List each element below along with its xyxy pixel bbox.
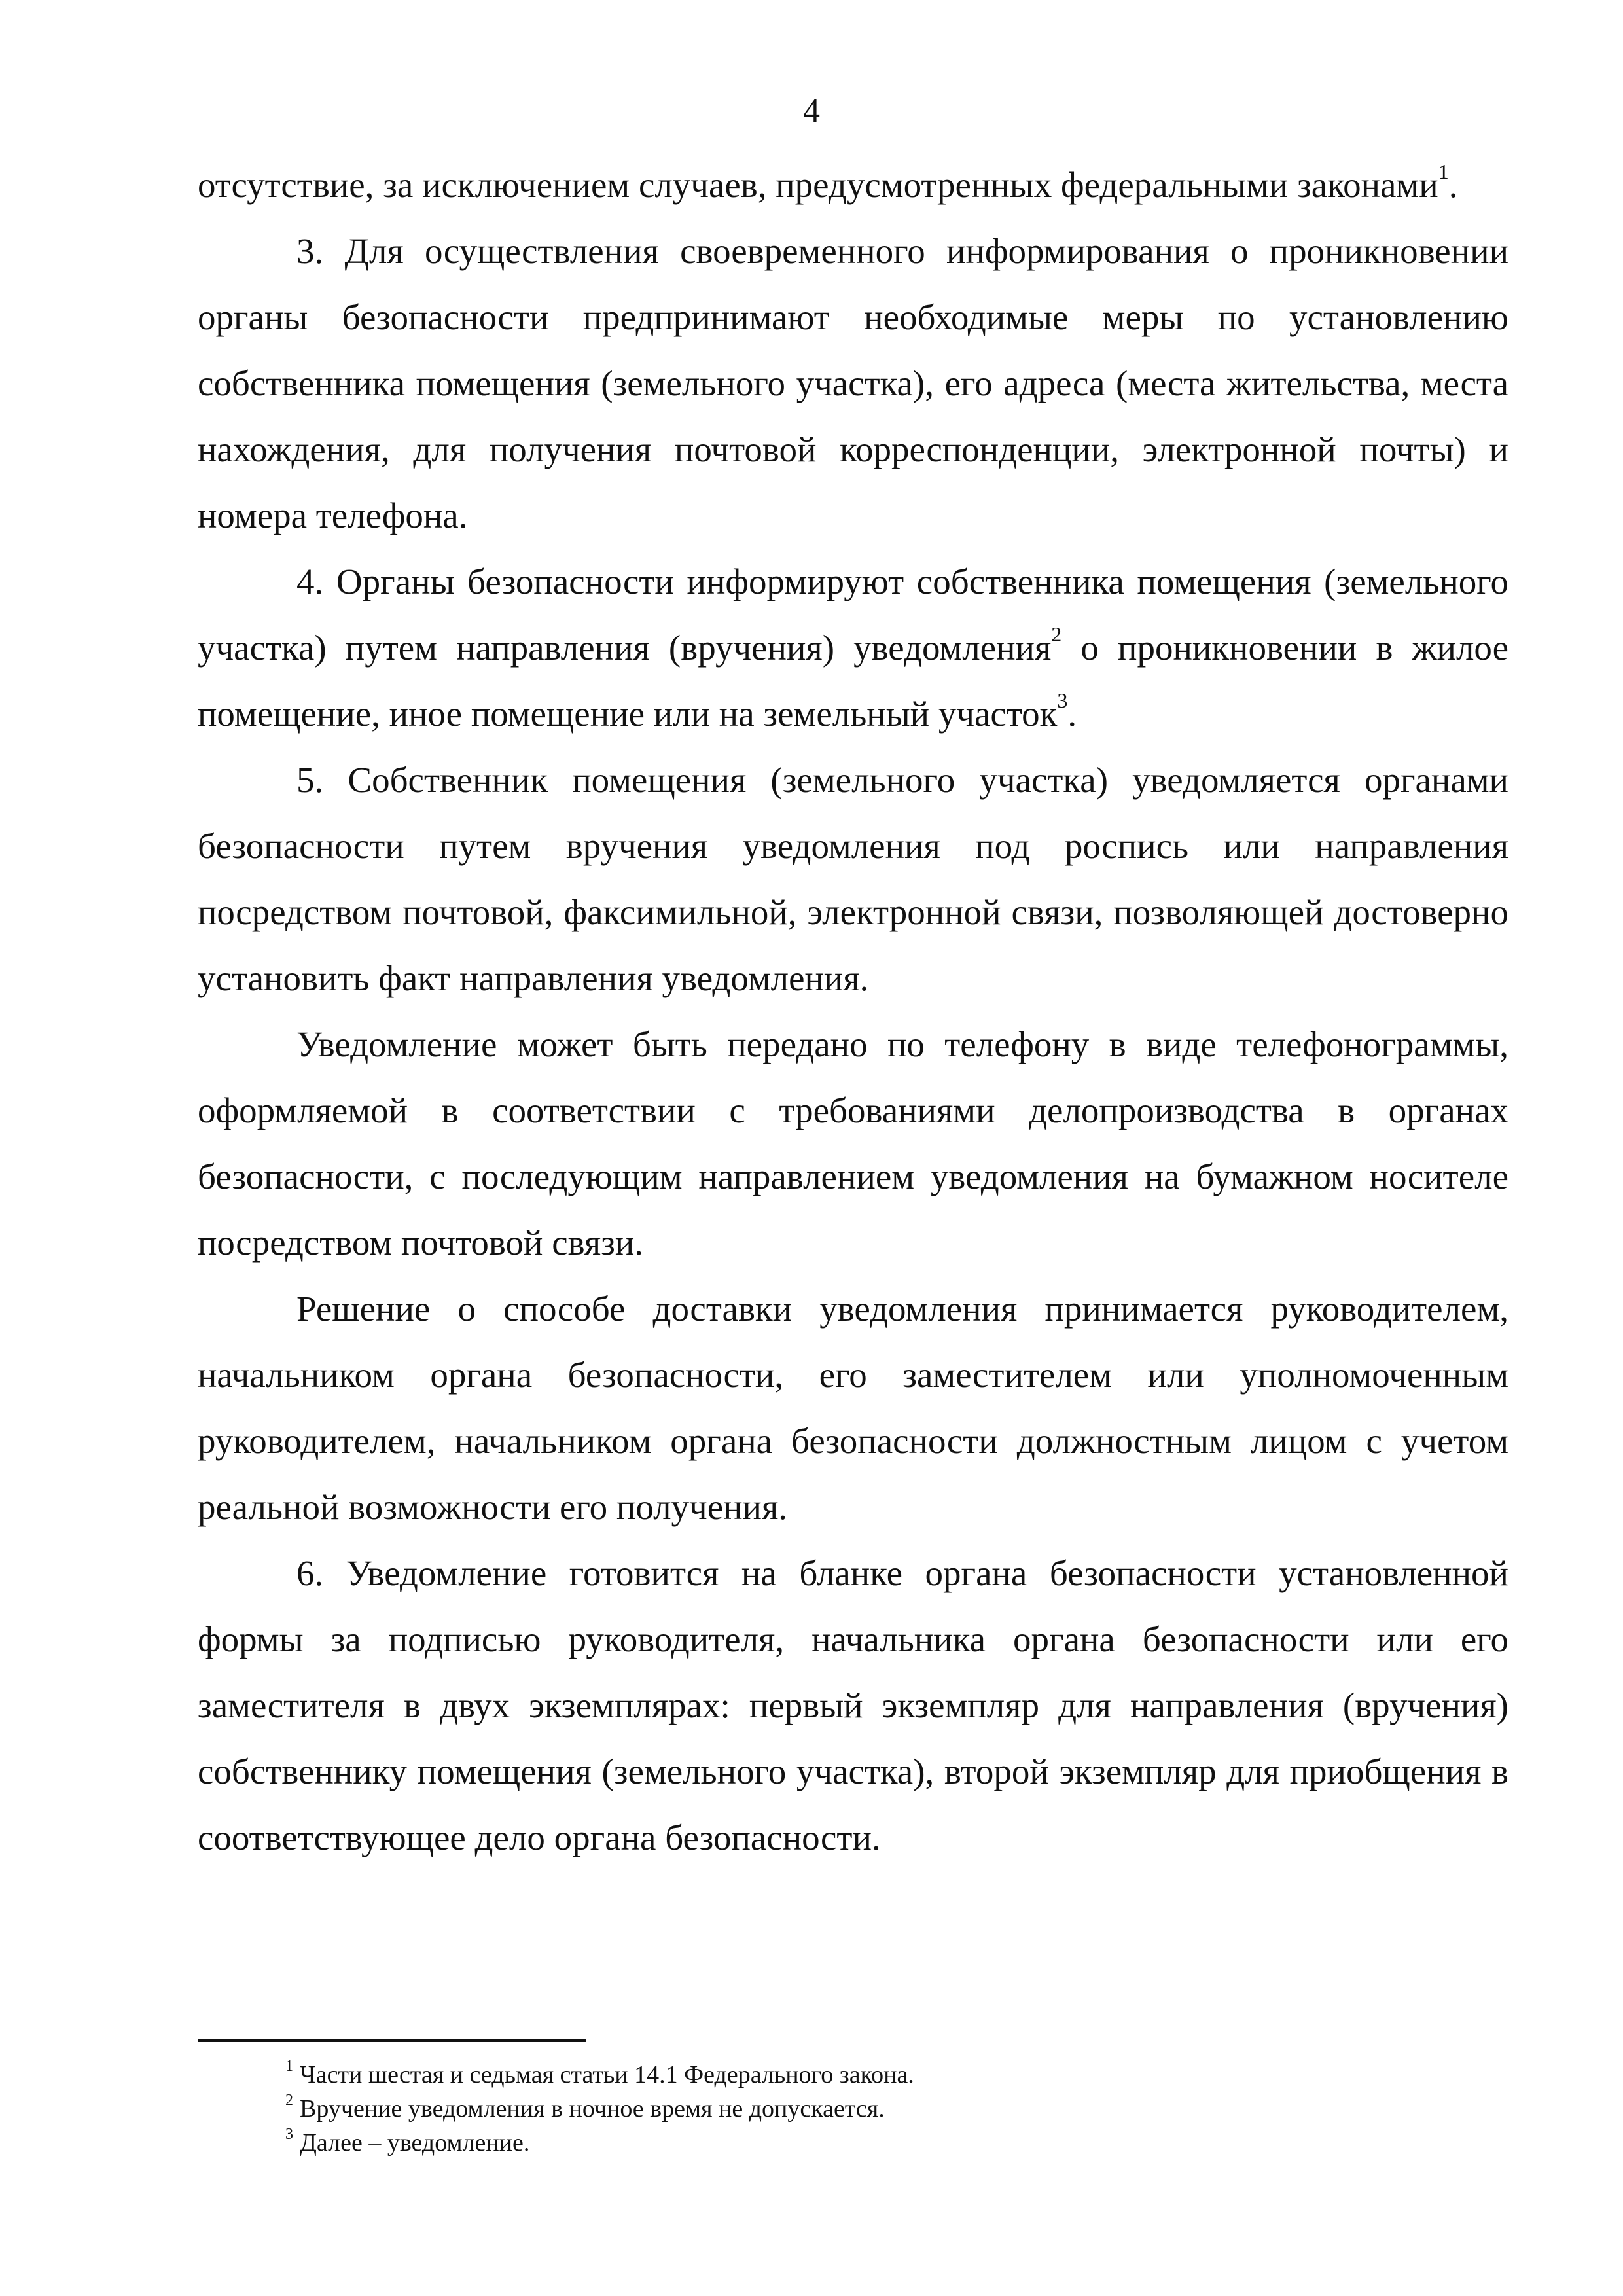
paragraph-tail: . [1448,165,1458,205]
paragraph-text: отсутствие, за исключением случаев, предусмотренных федеральными законами [198,165,1438,205]
footnote-3 [285,2126,1463,2160]
paragraph-text: 4. Органы безопасности информируют собственника помещения (земельного участка) путем направления (вручения) уведомления [198,562,1508,668]
footnote-text: Части шестая и седьмая статьи 14.1 Федерального закона. [300,2061,914,2089]
paragraph-continuation [198,152,1508,218]
document-body [198,152,1508,1871]
footnote-mark: 3 [285,2126,293,2143]
footnote-reference-2: 2 [1051,622,1062,646]
footnote-text: Далее – уведомление. [300,2129,530,2157]
footnotes [285,2058,1463,2160]
page-number: 4 [803,92,820,130]
footnote-reference-1: 1 [1438,160,1449,183]
footnote-2 [285,2092,1463,2126]
footnote-1 [285,2058,1463,2092]
footnote-reference-3: 3 [1057,689,1068,712]
paragraph-item-3: 3. Для осуществления своевременного информирования о проникновении органы безопасности предпринимают необходимые меры по установлению собственника помещения (земельного участка), его адреса (места жительства, места нахождения, для получения почтовой корреспонденции, электронной почты) и номера телефона. [198,231,1508,535]
paragraph-item-5: 5. Собственник помещения (земельного участка) уведомляется органами безопасности путем вручения уведомления под роспись или направления посредством почтовой, факсимильной, электронной связи, позволяющей достоверно установить факт направления уведомления. [198,760,1508,998]
paragraph-phone-notice: Уведомление может быть передано по телефону в виде телефонограммы, оформляемой в соответствии с требованиями делопроизводства в органах безопасности, с последующим направлением уведомления на бумажном носителе посредством почтовой связи. [198,1024,1508,1263]
paragraph-item-6: 6. Уведомление готовится на бланке органа безопасности установленной формы за подписью руководителя, начальника органа безопасности или его заместителя в двух экземплярах: первый экземпляр для направления (вручения) собственнику помещения (земельного участка), второй экземпляр для приобщения в соответствующее дело органа безопасности. [198,1553,1508,1857]
paragraph-item-4 [198,548,1508,747]
paragraph-tail: . [1067,694,1077,734]
paragraph-text: о проникновении в жилое помещение, иное помещение или на земельный участок [198,628,1509,734]
paragraph-delivery-decision: Решение о способе доставки уведомления принимается руководителем, начальником органа безопасности, его заместителем или уполномоченным руководителем, начальником органа безопасности должностным лицом с учетом реальной возможности его получения. [198,1289,1508,1527]
footnote-separator [198,2039,586,2042]
footnote-mark: 1 [285,2058,293,2075]
footnote-text: Вручение уведомления в ночное время не допускается. [300,2095,885,2123]
footnote-mark: 2 [285,2092,293,2109]
